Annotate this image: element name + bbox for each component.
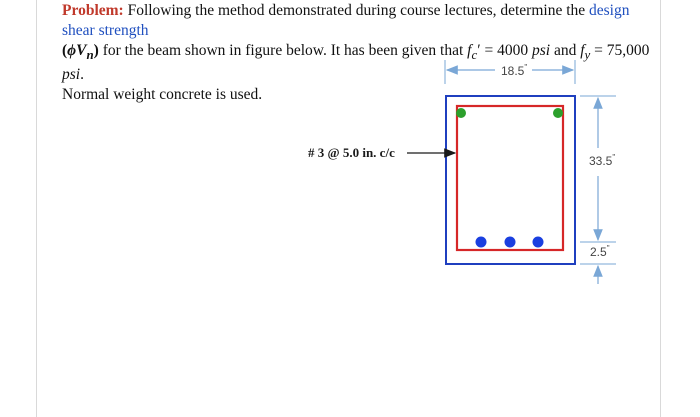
fc-subscript: c — [471, 47, 478, 63]
fy-unit: psi — [62, 66, 81, 84]
fy-subscript: y — [584, 47, 591, 63]
fc-value: = 4000 — [480, 42, 532, 59]
cover-dim-text: 2.5" — [590, 244, 610, 259]
problem-line-3: Normal weight concrete is used. — [62, 86, 263, 104]
width-dim-text: 18.5" — [501, 63, 528, 78]
fy-symbol: f — [580, 42, 585, 59]
top-bar-left — [456, 108, 466, 118]
cover-dimension — [580, 244, 616, 284]
phi-vn-close: ) — [93, 42, 99, 59]
problem-label: Problem: — [62, 2, 124, 19]
bottom-bar-2 — [505, 237, 516, 248]
height-dim-text: 33.5" — [589, 153, 616, 168]
phi-vn-open: ( — [62, 42, 68, 59]
fc-prime: ′ — [477, 42, 481, 59]
fc-unit: psi — [531, 42, 551, 59]
bottom-bar-1 — [476, 237, 487, 248]
n-subscript: n — [86, 47, 94, 63]
design-shear-strength-term: design shear strength — [62, 2, 630, 39]
v-symbol: V — [76, 42, 87, 59]
stirrup — [457, 106, 563, 250]
height-dimension — [580, 96, 616, 242]
sentence-period: . — [80, 66, 84, 84]
stirrup-label: # 3 @ 5.0 in. c/c — [308, 145, 395, 160]
width-dimension — [445, 60, 575, 84]
fy-value: = 75,000 — [590, 42, 650, 59]
problem-text-1: Following the method demonstrated during course lectures, determine the — [123, 2, 590, 19]
bottom-bar-3 — [533, 237, 544, 248]
problem-text-3: for the beam shown in figure below. It has been given that — [98, 42, 468, 59]
top-bar-right — [553, 108, 563, 118]
and-text: and — [550, 42, 581, 59]
phi-symbol: ϕ — [67, 42, 77, 59]
fc-symbol: f — [467, 42, 472, 59]
